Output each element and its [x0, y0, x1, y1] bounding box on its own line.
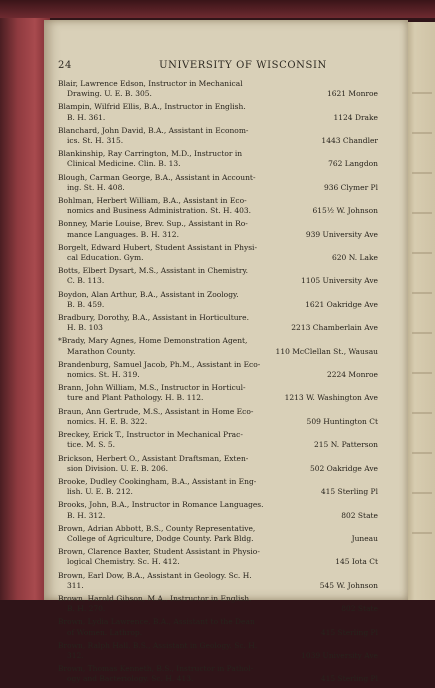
entry-address: 502 Oakridge Ave: [309, 463, 378, 473]
facing-page-edge: [406, 22, 435, 600]
entry-continuation-line: sion Division. U. E. B. 206.: [67, 463, 169, 473]
entry-continuation-line: College of Agriculture, Dodge County. Park Bldg.: [67, 533, 254, 543]
book-cover-top: [0, 0, 435, 18]
directory-entry: [58, 173, 378, 193]
directory-entries: [58, 79, 378, 688]
entry-name-line: Breckey, Erick T., Instructor in Mechanical Prac-: [58, 430, 243, 440]
directory-entry: [58, 243, 378, 263]
entry-continuation-line: nomics. St. H. 319.: [67, 370, 140, 380]
directory-entry: [58, 336, 378, 356]
entry-name-line: Botts, Elbert Dysart, M.S., Assistant in Chemistry.: [58, 266, 249, 276]
entry-name-line: Brown, Harold Gibson, M.A., Instructor in English.: [58, 593, 252, 603]
entry-address: 762 Langdon: [328, 159, 378, 169]
entry-address: 509 Huntington Ct: [306, 416, 378, 426]
entry-address: 145 Iota Ct: [335, 557, 378, 567]
directory-entry: [58, 594, 378, 614]
entry-name-line: Blanchard, John David, B.A., Assistant in Econom-: [58, 125, 249, 135]
entry-name-line: Blair, Lawrence Edson, Instructor in Mechanical: [58, 79, 243, 88]
entry-name-line: Bradbury, Dorothy, B.A., Assistant in Horticulture.: [58, 313, 249, 323]
entry-name-line: Brann, John William, M.S., Instructor in Horticul-: [58, 383, 246, 393]
entry-address: 1213 W. Washington Ave: [284, 393, 378, 403]
entry-address: 1621 Oakridge Ave: [305, 299, 378, 309]
directory-entry: [58, 500, 378, 520]
entry-continuation-line: B. H. 361.: [67, 112, 106, 122]
entry-address: 939 University Ave: [305, 229, 378, 239]
directory-entry: [58, 313, 378, 333]
entry-address: 1443 Chandler: [321, 136, 378, 146]
entry-name-line: Brown, Thomas Kenneth, B.S., Instructor in Pathol-: [58, 664, 254, 674]
directory-entry: [58, 617, 378, 637]
directory-entry: [58, 477, 378, 497]
entry-name-line: Brown, Lydia Lawrence, B.A., Assistant to the Dean: [58, 617, 255, 627]
entry-address: 415 Sterling Pl: [320, 627, 378, 637]
directory-entry: [58, 383, 378, 403]
entry-name-line: Blankinship, Ray Carrington, M.D., Instructor in: [58, 149, 243, 159]
entry-address: 936 Clymer Pl: [323, 182, 378, 192]
entry-continuation-line: B. H. 270.: [67, 604, 106, 614]
entry-continuation-line: 311.: [67, 580, 84, 590]
directory-entry: [58, 196, 378, 216]
entry-name-line: *Brady, Mary Agnes, Home Demonstration Agent,: [58, 336, 248, 346]
directory-entry: [58, 571, 378, 591]
entry-continuation-line: Drawing. U. E. B. 305.: [67, 89, 152, 99]
entry-continuation-line: C. B. 113.: [67, 276, 105, 286]
entry-address: 2213 Chamberlain Ave: [291, 323, 378, 333]
entry-continuation-line: H. B. 103: [67, 323, 103, 333]
entry-address: 620 N. Lake: [332, 253, 378, 263]
entry-continuation-line: lish. U. E. B. 212.: [67, 487, 133, 497]
directory-entry: [58, 79, 378, 99]
entry-continuation-line: tice. M. S. 5.: [67, 440, 116, 450]
entry-name-line: Bohlman, Herbert William, B.A., Assistant in Eco-: [58, 196, 247, 206]
directory-entry: [58, 454, 378, 474]
entry-address: 1105 University Ave: [301, 276, 378, 286]
entry-continuation-line: of Women. Lathrop.: [67, 627, 143, 637]
entry-name-line: Boydon, Alan Arthur, B.A., Assistant in Zoology.: [58, 289, 239, 299]
entry-address: 2224 Monroe: [326, 370, 378, 380]
entry-address: 215 N. Patterson: [314, 440, 378, 450]
entry-name-line: Brickson, Herbert O., Assistant Draftsman, Exten-: [58, 453, 249, 463]
entry-name-line: Brandenburg, Samuel Jacob, Ph.M., Assistant in Eco-: [58, 359, 261, 369]
directory-entry: [58, 102, 378, 122]
entry-address: 110 McClellan St., Wausau: [275, 346, 378, 356]
entry-name-line: Brooke, Dudley Cookingham, B.A., Assistant in Eng-: [58, 476, 257, 486]
entry-continuation-line: nomics. H. E. B. 322.: [67, 416, 148, 426]
entry-continuation-line: Clinical Medicine. Clin. B. 13.: [67, 159, 181, 169]
entry-continuation-line: ics. St. H. 315.: [67, 136, 124, 146]
entry-continuation-line: B. B. 459.: [67, 299, 105, 309]
entry-continuation-line: cal Education. Gym.: [67, 253, 144, 263]
entry-name-line: Borgelt, Edward Hubert, Student Assistant in Physi-: [58, 242, 257, 252]
entry-continuation-line: 312.: [67, 650, 84, 660]
entry-name-line: Braun, Ann Gertrude, M.S., Assistant in Home Eco-: [58, 406, 254, 416]
entry-name-line: Brown, Earl Dow, B.A., Assistant in Geology. Sc. H.: [58, 570, 252, 580]
directory-entry: [58, 664, 378, 684]
directory-entry: [58, 219, 378, 239]
entry-address: 615½ W. Johnson: [312, 206, 378, 216]
running-head: UNIVERSITY OF WISCONSIN: [159, 60, 327, 71]
entry-name-line: Brown, Ralph Hall, B.S., Assistant in Geology. Sc. H.: [58, 640, 258, 650]
directory-entry: [58, 524, 378, 544]
directory-entry: [58, 149, 378, 169]
entry-name-line: Brown, Clarence Baxter, Student Assistant in Physio-: [58, 547, 260, 557]
entry-continuation-line: ture and Plant Pathology. H. B. 112.: [67, 393, 204, 403]
entry-continuation-line: B. H. 312.: [67, 510, 106, 520]
entry-name-line: Brooks, John, B.A., Instructor in Romance Languages.: [58, 500, 264, 510]
directory-entry: [58, 266, 378, 286]
entry-continuation-line: logical Chemistry. Sc. H. 412.: [67, 557, 180, 567]
entry-address: 415 Sterling Pl: [320, 674, 378, 684]
entry-name-line: Bonney, Marie Louise, Brev. Sup., Assistant in Ro-: [58, 219, 248, 229]
book-cover-edge: [0, 0, 50, 600]
entry-address: 1621 Monroe: [326, 89, 378, 99]
entry-address: 802 State: [341, 604, 378, 614]
entry-address: 545 W. Johnson: [319, 580, 378, 590]
directory-entry: [58, 407, 378, 427]
directory-entry: [58, 290, 378, 310]
entry-continuation-line: ing. St. H. 408.: [67, 182, 125, 192]
entry-continuation-line: mance Languages. B. H. 312.: [67, 229, 179, 239]
directory-entry: [58, 641, 378, 661]
entry-address: 1039 University Ave: [301, 650, 378, 660]
entry-address: 1124 Drake: [333, 112, 378, 122]
entry-continuation-line: nomics and Business Administration. St. H. 403.: [67, 206, 252, 216]
directory-entry: [58, 547, 378, 567]
entry-continuation-line: Marathon County.: [67, 346, 136, 356]
entry-address: Juneau: [351, 533, 378, 543]
entry-name-line: Blampin, Wilfrid Ellis, B.A., Instructor in English.: [58, 102, 246, 112]
directory-entry: [58, 430, 378, 450]
page-number: 24: [58, 60, 72, 71]
entry-address: 802 State: [341, 510, 378, 520]
entry-name-line: Blough, Carman George, B.A., Assistant in Account-: [58, 172, 256, 182]
entry-name-line: Brown, Adrian Abbott, B.S., County Representative,: [58, 523, 256, 533]
directory-entry: [58, 360, 378, 380]
entry-address: 415 Sterling Pl: [320, 487, 378, 497]
directory-entry: [58, 126, 378, 146]
entry-continuation-line: ogy and Bacteriology. Sc. H. 413.: [67, 674, 194, 684]
